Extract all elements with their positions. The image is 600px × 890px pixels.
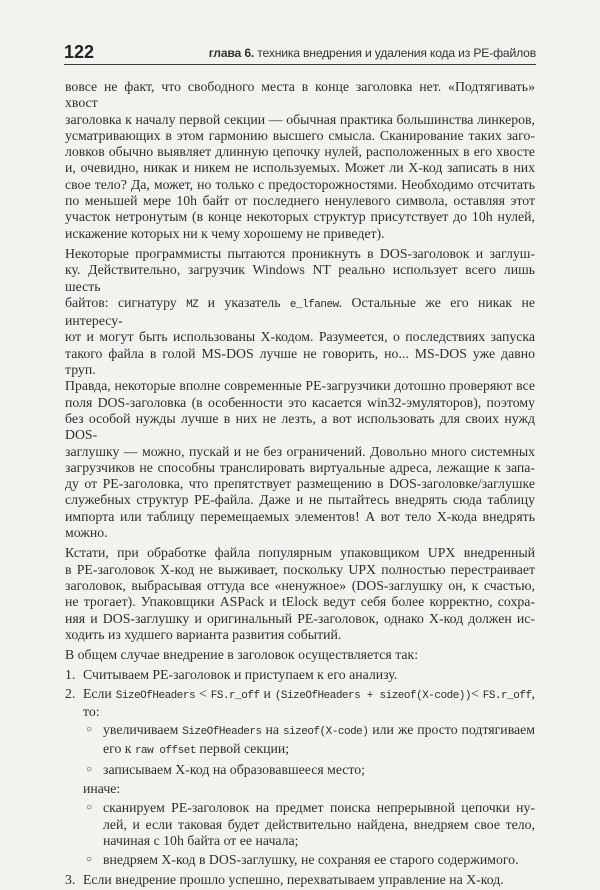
text-segment: и (259, 685, 275, 701)
text-line (65, 545, 535, 561)
text-line (65, 594, 535, 610)
text-segment: , то: (83, 685, 535, 719)
text-line (65, 79, 535, 112)
text-line (65, 411, 535, 444)
text-segment: не трогает). Упаковщики ASPack и tElock ведут себя более корректно, сохра- (65, 594, 535, 610)
text-line (65, 611, 535, 627)
text-segment: начиная с 10h байта от ее начала; (103, 833, 299, 849)
text-line (65, 262, 535, 295)
text-segment: Правда, некоторые вполне современные PE-загрузчики дотошно проверяют все (65, 378, 535, 394)
bullet-icon: ○ (86, 854, 93, 866)
text-line (65, 295, 535, 330)
step-number: 3. (65, 871, 76, 887)
text-line (65, 627, 535, 643)
text-segment: поля DOS-заголовка (в особенности это касается win32-эмуляторов), поэтому (65, 394, 535, 410)
numbered-step (65, 667, 535, 683)
text-segment: Кстати, при обработке файла популярным упаковщиком UPX внедренный (65, 545, 535, 561)
text-segment: вовсе не факт, что свободного места в конце заголовка нет. «Подтягивать» хвост (65, 79, 535, 111)
text-segment: и указатель (198, 294, 290, 310)
text-segment: можно. (65, 525, 108, 541)
text-segment: ют и могут быть использованы X-кодом. Разумеется, о последствиях запуска (65, 329, 535, 345)
bullet-item (65, 722, 535, 759)
text-line (65, 144, 535, 160)
numbered-step (65, 872, 535, 888)
text-line (65, 492, 535, 508)
text-line (65, 395, 535, 411)
text-segment: В общем случае внедрение в заголовок осуществляется так: (65, 647, 419, 663)
text-line (65, 476, 535, 492)
text-line (103, 762, 535, 778)
text-segment: первой секции; (195, 740, 290, 756)
paragraph (65, 246, 535, 541)
text-segment: усматривающих в этом гармонию высшего смысла. Сканирование таких заго- (65, 127, 535, 143)
text-segment: такого файла в голой MS-DOS лучше не говорить, но... MS-DOS уже давно труп. (65, 345, 535, 378)
text-segment: < (471, 685, 483, 701)
text-line (65, 647, 535, 663)
text-segment: ходить из худшего варианта развития событий. (65, 626, 342, 642)
bullet-icon: ○ (86, 763, 93, 775)
text-segment: без особой нужды лучше в них не лезть, а вот использовать для своих нужд DOS- (65, 410, 535, 443)
text-line (65, 525, 535, 541)
text-line (103, 800, 535, 816)
text-segment: на (261, 722, 283, 738)
text-line (65, 177, 535, 193)
text-segment: лей, и если таковая будет действительно найдена, внедряем свое тело, (103, 816, 535, 832)
inline-code: SizeOfHeaders (182, 726, 262, 739)
page-body (65, 79, 535, 890)
text-line (103, 833, 535, 849)
chapter-title: техника внедрения и удаления кода из PE-файлов (257, 46, 536, 60)
running-header (64, 40, 536, 65)
text-line (65, 460, 535, 476)
text-segment: свое тело? Да, может, но только с предосторожностями. Необходимо отсчитать (65, 176, 535, 192)
text-segment: внедряем X-код в DOS-заглушку, не сохраняя ее старого содержимого. (103, 852, 519, 868)
text-segment: ду от PE-заголовка, что препятствует размещению в DOS-заголовке/заглушке (65, 476, 535, 492)
else-label: иначе: (83, 781, 121, 797)
text-line (103, 741, 535, 759)
text-segment: Если внедрение прошло успешно, перехватываем управление на X-код. (83, 871, 504, 887)
inline-code: MZ (186, 298, 199, 311)
text-segment: искажение которых ни к чему хорошему не приведет). (65, 225, 385, 241)
inline-code: (SizeOfHeaders + sizeof(X-code)) (274, 689, 472, 702)
text-segment: заголовка к началу первой секции — обычная практика большинства линкеров, (65, 111, 535, 127)
text-line (65, 578, 535, 594)
text-line (65, 226, 535, 242)
text-line (83, 667, 535, 683)
paragraph (65, 79, 535, 242)
text-segment: заголовок, выбрасывая оттуда все «ненужное» (DOS-заглушку он, к счастью, (65, 577, 535, 593)
text-line (103, 852, 535, 868)
text-line (83, 872, 535, 888)
chapter-header (209, 46, 536, 60)
step-number: 1. (65, 667, 76, 683)
text-segment: ловков обычно выявляет длинную цепочку нулей, расположенных в его хвосте (65, 144, 535, 160)
text-segment: . Остальные же его никак не интересу- (65, 294, 536, 329)
text-segment: сканируем PE-заголовок на предмет поиска непрерывной цепочки ну- (103, 800, 535, 816)
text-line (65, 128, 535, 144)
page-number: 122 (64, 42, 95, 62)
text-segment: байтов: сигнатуру (65, 294, 187, 310)
text-segment: заглушку — можно, пускай и не без ограничений. Довольно много системных (65, 443, 535, 459)
text-segment: увеличиваем (103, 722, 183, 738)
chapter-label: глава 6. (208, 46, 255, 60)
bullet-icon: ○ (86, 724, 93, 736)
bullet-icon: ○ (86, 802, 93, 814)
text-segment: в PE-заголовок X-код не выживает, поскольку UPX полностью перестраивает (65, 561, 535, 577)
paragraph (65, 545, 535, 643)
text-line (65, 378, 535, 394)
bullet-item (65, 762, 535, 778)
text-segment: < (195, 685, 211, 701)
text-segment: служебных структур PE-файла. Даже и не пытайтесь внедрять сюда таблицу (65, 492, 535, 508)
inline-code: FS.r_off (210, 689, 260, 702)
text-segment: импорта или таблицу перемещаемых элементов! А вот тело X-кода внедрять (65, 508, 535, 524)
bullet-item (65, 800, 535, 849)
text-line (65, 562, 535, 578)
paragraph (65, 647, 535, 663)
inline-code: sizeof(X-code) (282, 726, 369, 739)
text-line (65, 329, 535, 345)
text-segment: Считываем PE-заголовок и приступаем к его анализу. (83, 667, 398, 683)
text-line (65, 509, 535, 525)
inline-code: SizeOfHeaders (115, 689, 196, 702)
inline-code: raw offset (134, 744, 196, 757)
text-line (65, 160, 535, 176)
text-line (103, 722, 535, 740)
text-segment: по меньшей мере 10h байт от последнего ненулевого символа, оставляя этот (65, 193, 535, 209)
text-line (65, 112, 535, 128)
text-line (65, 444, 535, 460)
text-segment: загрузчиков не способны транслировать виртуальные адреса, лежащие к запа- (65, 459, 535, 475)
numbered-step (65, 686, 535, 721)
text-line (65, 209, 535, 225)
text-line (65, 246, 535, 262)
text-line (65, 346, 535, 379)
bullet-item (65, 852, 535, 868)
text-line (83, 686, 535, 721)
inline-code: FS.r_off (482, 689, 532, 702)
text-segment: Некоторые программисты пытаются проникнуть в DOS-заголовок и заглуш- (65, 245, 535, 261)
text-segment: или же просто подтягиваем (368, 722, 535, 738)
text-line (103, 817, 535, 833)
inline-code: e_lfanew (289, 298, 339, 311)
text-segment: записываем X-код на образовавшееся место; (103, 761, 366, 777)
text-segment: и, очевидно, никак и никем не используемых. Может ли X-код записать в них (65, 160, 535, 176)
text-segment: участок нетронутым (в конце некоторых структур присутствует до 10h нулей, (65, 209, 535, 225)
step-number: 2. (65, 685, 76, 701)
text-line (65, 193, 535, 209)
text-segment: Если (83, 685, 116, 701)
text-segment: ку. Действительно, загрузчик Windows NT реально использует всего лишь шесть (65, 262, 535, 294)
text-segment: его к (103, 740, 135, 756)
text-segment: няя и DOS-заглушку и оригинальный PE-заголовок, однако X-код должен ис- (65, 610, 535, 626)
